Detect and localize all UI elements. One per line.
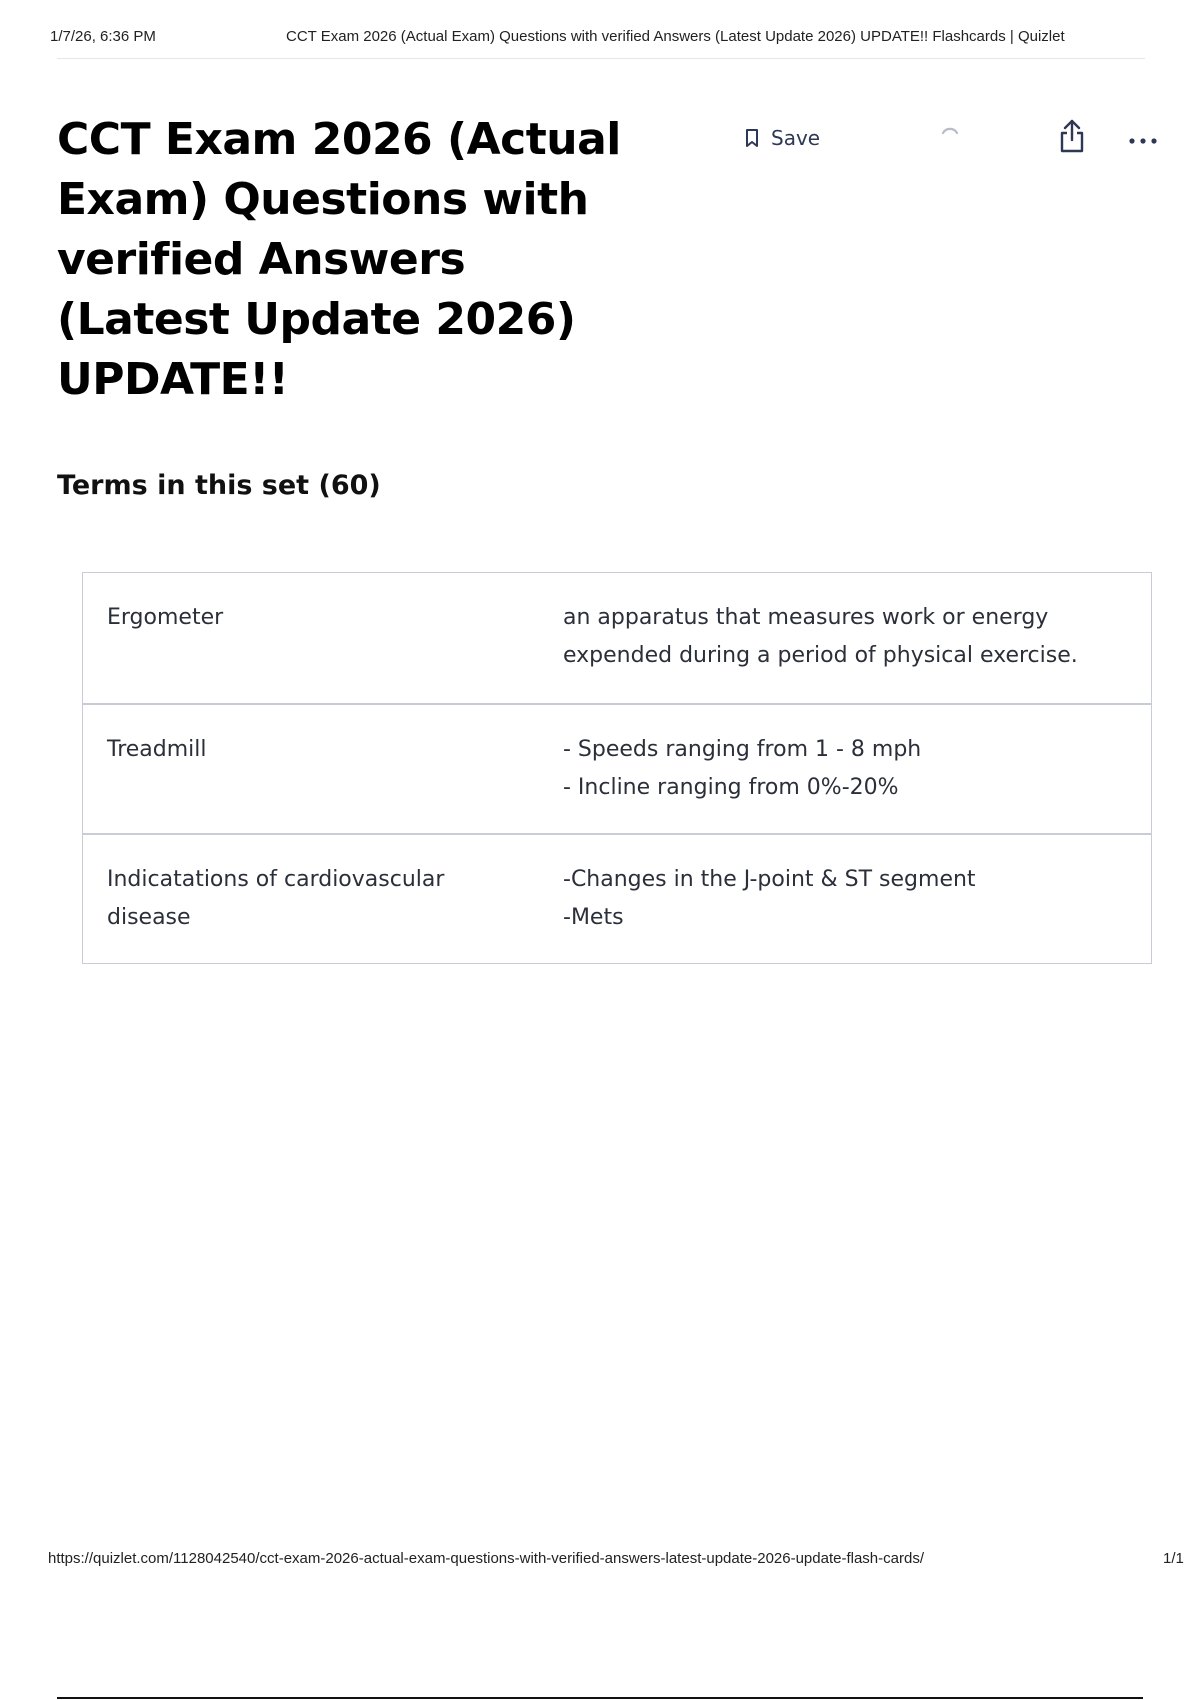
definition-line: - Speeds ranging from 1 - 8 mph (563, 737, 922, 762)
save-label: Save (771, 126, 821, 150)
share-icon (1057, 141, 1087, 158)
term-row[interactable] (83, 703, 1151, 833)
definition-line: -Mets (563, 905, 624, 930)
term-definition (563, 861, 1123, 937)
more-options-button[interactable] (1128, 132, 1158, 150)
bookmark-icon (745, 128, 759, 148)
footer-divider (57, 1697, 1143, 1699)
print-date: 1/7/26, 6:36 PM (50, 28, 156, 45)
header-divider (57, 58, 1145, 59)
term-definition (563, 599, 1123, 675)
term-row[interactable] (83, 573, 1151, 703)
definition-line: -Changes in the J-point & ST segment (563, 867, 976, 892)
set-toolbar (0, 118, 1200, 158)
term-word: Indicatations of cardiovascular disease (107, 867, 445, 930)
print-page-title: CCT Exam 2026 (Actual Exam) Questions with verified Answers (Latest Update 2026) UPDATE!! Flashcards | Quizlet (286, 28, 1065, 45)
save-button[interactable] (745, 122, 820, 154)
print-header (50, 28, 1142, 52)
print-page-number: 1/1 (1163, 1550, 1184, 1567)
definition-line: an apparatus that measures work or energy expended during a period of physical exercise. (563, 605, 1078, 668)
term-row[interactable] (83, 833, 1151, 963)
term-word: Treadmill (107, 737, 207, 762)
set-title: CCT Exam 2026 (Actual Exam) Questions with verified Answers (Latest Update 2026) UPDATE!! (57, 114, 621, 405)
terms-list (82, 572, 1152, 964)
spinner-icon (938, 124, 962, 153)
term-definition (563, 731, 1123, 807)
term-word: Ergometer (107, 605, 224, 630)
more-icon (1128, 132, 1158, 149)
terms-heading: Terms in this set (60) (57, 470, 381, 501)
definition-line: - Incline ranging from 0%-20% (563, 775, 899, 800)
print-url: https://quizlet.com/1128042540/cct-exam-2026-actual-exam-questions-with-verified-answers-latest-update-2026-update-flash-cards/ (48, 1550, 924, 1567)
share-button[interactable] (1057, 118, 1087, 159)
